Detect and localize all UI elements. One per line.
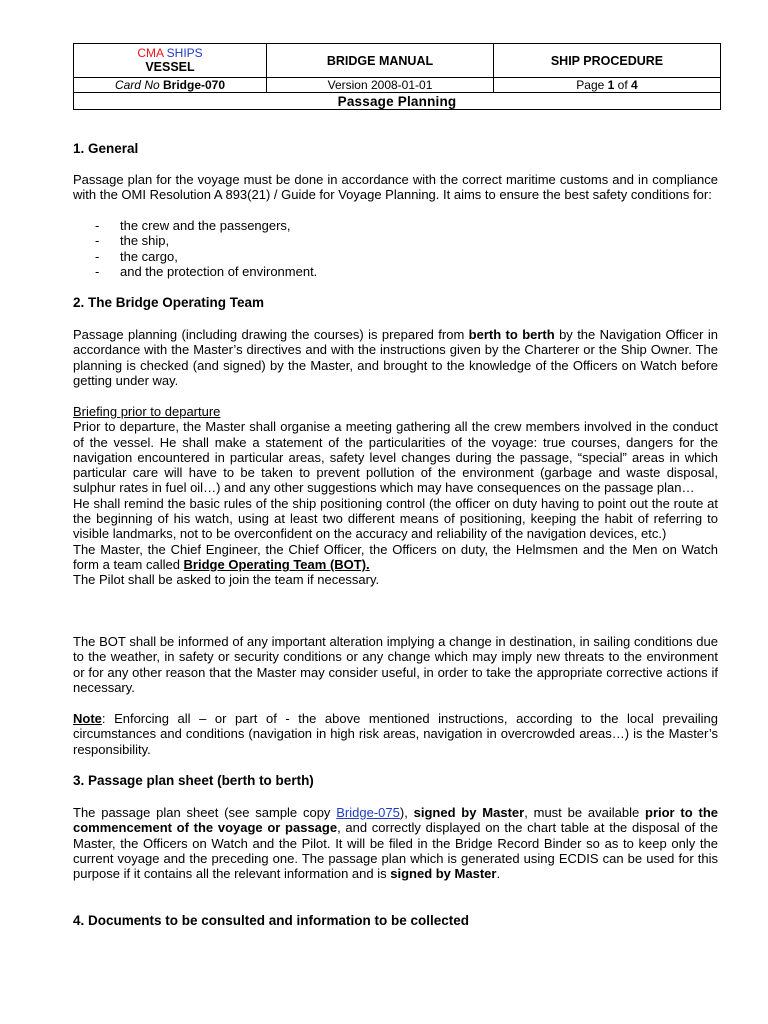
note-paragraph: Note: Enforcing all – or part of - the above mentioned instructions, according to the local prevailing circumstances and conditions (navigation in high risk areas, navigation in overcrowded areas…) is the Master’s responsibility. — [73, 711, 718, 757]
procedure-type: SHIP PROCEDURE — [494, 44, 721, 78]
section-2-heading: 2. The Bridge Operating Team — [73, 295, 265, 310]
section-3-paragraph: The passage plan sheet (see sample copy Bridge-075), signed by Master, must be available prior to the commencement of the voyage or passage, and correctly displayed on the chart table at the disposal of the Master, the Officers on Watch and the Pilot. It will be filed in the Bridge Record Binder so as to keep only the current voyage and the preceding one. The passage plan which is generated using ECDIS can be used for this purpose if it contains all the relevant information and is signed by Master. — [73, 805, 718, 882]
list-item: - the ship, — [95, 233, 317, 248]
bridge-075-link[interactable]: Bridge-075 — [336, 805, 400, 820]
section-4-heading: 4. Documents to be consulted and information to be collected — [73, 913, 470, 928]
section-1-paragraph: Passage plan for the voyage must be done in accordance with the correct maritime customs and in compliance with the OMI Resolution A 893(21) / Guide for Voyage Planning. It aims to ensure the best safety conditions for: — [73, 172, 718, 203]
manual-name: BRIDGE MANUAL — [267, 44, 494, 78]
vessel-label: VESSEL — [145, 60, 195, 74]
document-title: Passage Planning — [74, 93, 721, 110]
version: Version 2008-01-01 — [267, 78, 494, 93]
briefing-title: Briefing prior to departure — [73, 404, 221, 419]
briefing-block: Briefing prior to departure Prior to departure, the Master shall organise a meeting gathering all the crew members involved in the conduct of the vessel. He shall make a statement of the particularities of the voyage: true courses, dangers for the navigation encountered in particular areas, safety level changes during the passage, “special” areas in which particular care will have to be taken to prevent pollution of the environment (garbage and waste disposal, sulphur rates in fuel oil…) and any other suggestions which may have consequences on the passage plan… He shall remind the basic rules of the ship positioning control (the officer on duty having to point out the route at the beginning of his watch, using at least two different means of positioning, keeping the habit of referring to visible landmarks, not to be overconfident on the accuracy and reliability of the navigation devices, etc.) The Master, the Chief Engineer, the Chief Officer, the Officers on duty, the Helmsmen and the Men on Watch form a team called Bridge Operating Team (BOT). The Pilot shall be asked to join the team if necessary. — [73, 404, 718, 588]
card-number: Card No Bridge-070 — [74, 78, 267, 93]
section-1-list — [95, 218, 317, 279]
list-item: - and the protection of environment. — [95, 264, 317, 279]
list-item: - the cargo, — [95, 249, 317, 264]
section-1-heading: 1. General — [73, 141, 139, 156]
bot-paragraph: The BOT shall be informed of any important alteration implying a change in destination, in sailing conditions due to the weather, in safety or security conditions or any change which may imply new threats to the environment or for any other reason that the Master may consider useful, in order to take the appropriate corrective actions if necessary. — [73, 634, 718, 695]
section-3-heading: 3. Passage plan sheet (berth to berth) — [73, 773, 314, 788]
company-cell — [74, 44, 267, 78]
header-table — [73, 43, 721, 110]
list-item: - the crew and the passengers, — [95, 218, 317, 233]
company-logo-text: CMA SHIPS — [137, 46, 203, 60]
section-2-paragraph: Passage planning (including drawing the courses) is prepared from berth to berth by the Navigation Officer in accordance with the Master’s directives and with the instructions given by the Charterer or the Ship Owner. The planning is checked (and signed) by the Master, and brought to the knowledge of the Officers on Watch before getting under way. — [73, 327, 718, 388]
document-page — [73, 43, 720, 110]
page-number: Page 1 of 4 — [494, 78, 721, 93]
